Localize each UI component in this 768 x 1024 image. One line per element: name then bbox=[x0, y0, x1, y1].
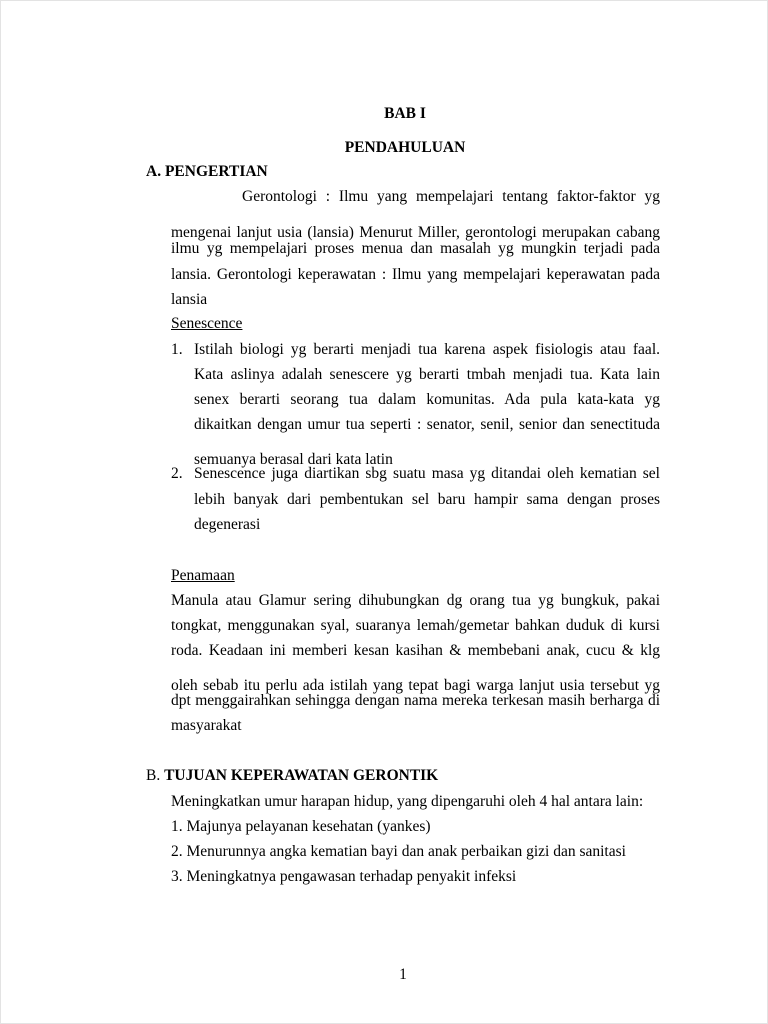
pengertian-line-3: ilmu yg mempelajari proses menua dan masalah yg mungkin terjadi pada bbox=[171, 240, 660, 257]
senescence-item-1-line-5: semuanya berasal dari kata latin bbox=[194, 451, 393, 468]
pengertian-line-2: mengenai lanjut usia (lansia) Menurut Miller, gerontologi merupakan cabang bbox=[171, 224, 660, 241]
section-b-heading bbox=[146, 767, 438, 785]
section-b-title: TUJUAN KEPERAWATAN GERONTIK bbox=[164, 767, 439, 784]
senescence-item-1-line-2: Kata aslinya adalah senescere yg berarti tmbah menjadi tua. Kata lain bbox=[194, 366, 660, 383]
penamaan-line-5: dpt menggairahkan sehingga dengan nama mereka terkesan masih berharga di bbox=[171, 692, 660, 709]
pengertian-line-5: lansia bbox=[171, 291, 208, 308]
senescence-item-2-line-2: lebih banyak dari pembentukan sel baru hampir sama dengan proses bbox=[194, 491, 660, 508]
penamaan-line-4: oleh sebab itu perlu ada istilah yang tepat bagi warga lanjut usia tersebut yg bbox=[171, 677, 660, 694]
senescence-item-1-line-4: dikaitkan dengan umur tua seperti : senator, senil, senior dan senectituda bbox=[194, 416, 660, 433]
pengertian-line-1: Gerontologi : Ilmu yang mempelajari tentang faktor-faktor yg bbox=[242, 188, 660, 205]
section-b-item-3: 3. Meningkatnya pengawasan terhadap penyakit infeksi bbox=[171, 868, 517, 885]
penamaan-line-1: Manula atau Glamur sering dihubungkan dg orang tua yg bungkuk, pakai bbox=[171, 592, 660, 609]
section-b-item-2: 2. Menurunnya angka kematian bayi dan anak perbaikan gizi dan sanitasi bbox=[171, 843, 626, 860]
senescence-item-1-number: 1. bbox=[171, 341, 183, 358]
section-b-intro: Meningkatkan umur harapan hidup, yang dipengaruhi oleh 4 hal antara lain: bbox=[171, 793, 644, 810]
penamaan-line-6: masyarakat bbox=[171, 717, 242, 734]
chapter-number: BAB I bbox=[384, 105, 426, 122]
penamaan-heading: Penamaan bbox=[171, 567, 235, 584]
section-b-letter: B. bbox=[146, 767, 165, 784]
chapter-title: PENDAHULUAN bbox=[344, 139, 466, 156]
senescence-item-1-line-1: Istilah biologi yg berarti menjadi tua karena aspek fisiologis atau faal. bbox=[194, 341, 660, 358]
senescence-heading: Senescence bbox=[171, 315, 243, 332]
pengertian-line-4: lansia. Gerontologi keperawatan : Ilmu yang mempelajari keperawatan pada bbox=[171, 266, 660, 283]
section-a-heading: A. PENGERTIAN bbox=[146, 163, 268, 180]
section-b-item-1: 1. Majunya pelayanan kesehatan (yankes) bbox=[171, 818, 431, 835]
page-number: 1 bbox=[399, 966, 407, 983]
senescence-item-1-line-3: senex berarti seorang tua dalam komunitas. Ada pula kata-kata yg bbox=[194, 391, 660, 408]
penamaan-line-2: tongkat, menggunakan syal, suaranya lemah/gemetar bahkan duduk di kursi bbox=[171, 617, 660, 634]
senescence-item-2-line-1: Senescence juga diartikan sbg suatu masa yg ditandai oleh kematian sel bbox=[194, 465, 660, 482]
penamaan-line-3: roda. Keadaan ini memberi kesan kasihan & membebani anak, cucu & klg bbox=[171, 642, 660, 659]
senescence-item-2-line-3: degenerasi bbox=[194, 516, 261, 533]
senescence-item-2-number: 2. bbox=[171, 465, 183, 482]
